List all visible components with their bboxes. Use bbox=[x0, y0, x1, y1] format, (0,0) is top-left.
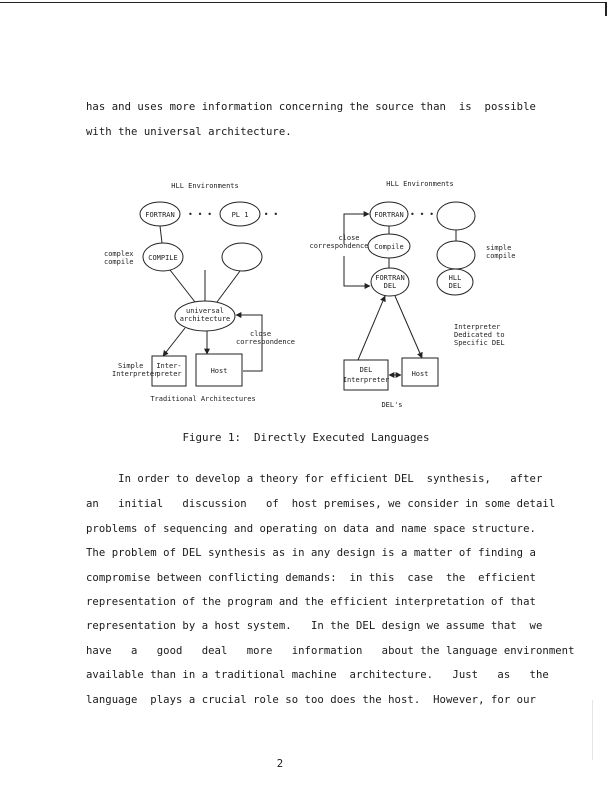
hll-del-label: HLL bbox=[448, 274, 462, 282]
del-interpreter-box bbox=[344, 360, 388, 390]
text-line: language plays a crucial role so too does the host. However, for our bbox=[86, 694, 536, 706]
left-host-label: Host bbox=[210, 367, 228, 375]
text-line: problems of sequencing and operating on data and name space structure. bbox=[86, 523, 536, 535]
right-empty-node-mid bbox=[437, 241, 475, 269]
dedicated-label: Dedicated to bbox=[454, 331, 505, 339]
left-empty-node bbox=[222, 243, 262, 271]
edge-arrow bbox=[163, 328, 185, 356]
complex-compile-label: complex bbox=[104, 250, 134, 258]
right-title: HLL Environments bbox=[386, 180, 454, 188]
edge-arrow bbox=[358, 296, 385, 360]
left-ellipsis: • • • bbox=[187, 210, 213, 219]
left-title: HLL Environments bbox=[171, 182, 239, 190]
fortran-del-label: FORTRAN bbox=[375, 274, 405, 282]
interpreter-box-label: preter bbox=[156, 370, 182, 378]
text-line: representation of the program and the efficient interpretation of that bbox=[86, 596, 536, 608]
interpreter-box-label: Inter- bbox=[156, 362, 182, 370]
universal-label: universal bbox=[186, 307, 224, 315]
right-close-corr-label: correspondence bbox=[309, 242, 369, 250]
left-compile-label: COMPILE bbox=[148, 254, 178, 262]
figure-svg bbox=[0, 170, 612, 420]
right-host-label: Host bbox=[411, 370, 429, 378]
left-close-corr-label: correspondence bbox=[236, 338, 296, 346]
page-number: 2 bbox=[276, 758, 284, 770]
dedicated-label: Specific DEL bbox=[454, 339, 505, 347]
text-line: has and uses more information concerning the source than is possible bbox=[86, 101, 536, 113]
right-close-corr-label: close bbox=[338, 234, 360, 242]
right-empty-node-top bbox=[437, 202, 475, 230]
simple-interpreter-label: Simple bbox=[118, 362, 144, 370]
top-corner-mark bbox=[605, 2, 607, 16]
complex-compile-label: compile bbox=[104, 258, 134, 266]
simple-compile-label: simple bbox=[486, 244, 512, 252]
fortran-del-label: DEL bbox=[383, 282, 397, 290]
close-correspondence-arrow bbox=[344, 256, 370, 286]
del-interpreter-label: Interpreter bbox=[342, 376, 390, 384]
figure-directly-executed-languages bbox=[0, 170, 612, 420]
right-ellipsis: • • • bbox=[409, 210, 435, 219]
edge bbox=[160, 226, 162, 243]
universal-label: architecture bbox=[179, 315, 231, 323]
edge bbox=[217, 271, 240, 302]
text-line: representation by a host system. In the DEL design we assume that we bbox=[86, 620, 543, 632]
left-trailing-dots: • • bbox=[263, 210, 279, 219]
edge bbox=[170, 270, 195, 302]
left-pl1-label: PL 1 bbox=[231, 211, 249, 219]
left-close-corr-label: close bbox=[250, 330, 272, 338]
right-fortran-label: FORTRAN bbox=[374, 211, 404, 219]
text-line: The problem of DEL synthesis as in any design is a matter of finding a bbox=[86, 547, 536, 559]
text-line: available than in a traditional machine architecture. Just as the bbox=[86, 669, 549, 681]
figure-caption: Figure 1: Directly Executed Languages bbox=[182, 431, 430, 444]
text-line: In order to develop a theory for efficient DEL synthesis, after bbox=[86, 473, 543, 485]
text-line: an initial discussion of host premises, we consider in some detail bbox=[86, 498, 556, 510]
left-subtitle: Traditional Architectures bbox=[150, 395, 256, 403]
text-line: have a good deal more information about the language environment bbox=[86, 645, 575, 657]
left-fortran-label: FORTRAN bbox=[145, 211, 175, 219]
right-compile-label: Compile bbox=[374, 243, 404, 251]
text-line: with the universal architecture. bbox=[86, 126, 292, 138]
dedicated-label: Interpreter bbox=[454, 323, 501, 331]
hll-del-label: DEL bbox=[448, 282, 462, 290]
scan-edge-mark bbox=[592, 700, 593, 760]
right-subtitle: DEL's bbox=[381, 401, 403, 409]
top-rule bbox=[0, 2, 606, 3]
edge-arrow bbox=[395, 296, 422, 358]
simple-compile-label: compile bbox=[486, 252, 516, 260]
simple-interpreter-label: Interpreter bbox=[112, 370, 159, 378]
text-line: compromise between conflicting demands: in this case the efficient bbox=[86, 572, 536, 584]
del-interpreter-label: DEL bbox=[359, 366, 373, 374]
